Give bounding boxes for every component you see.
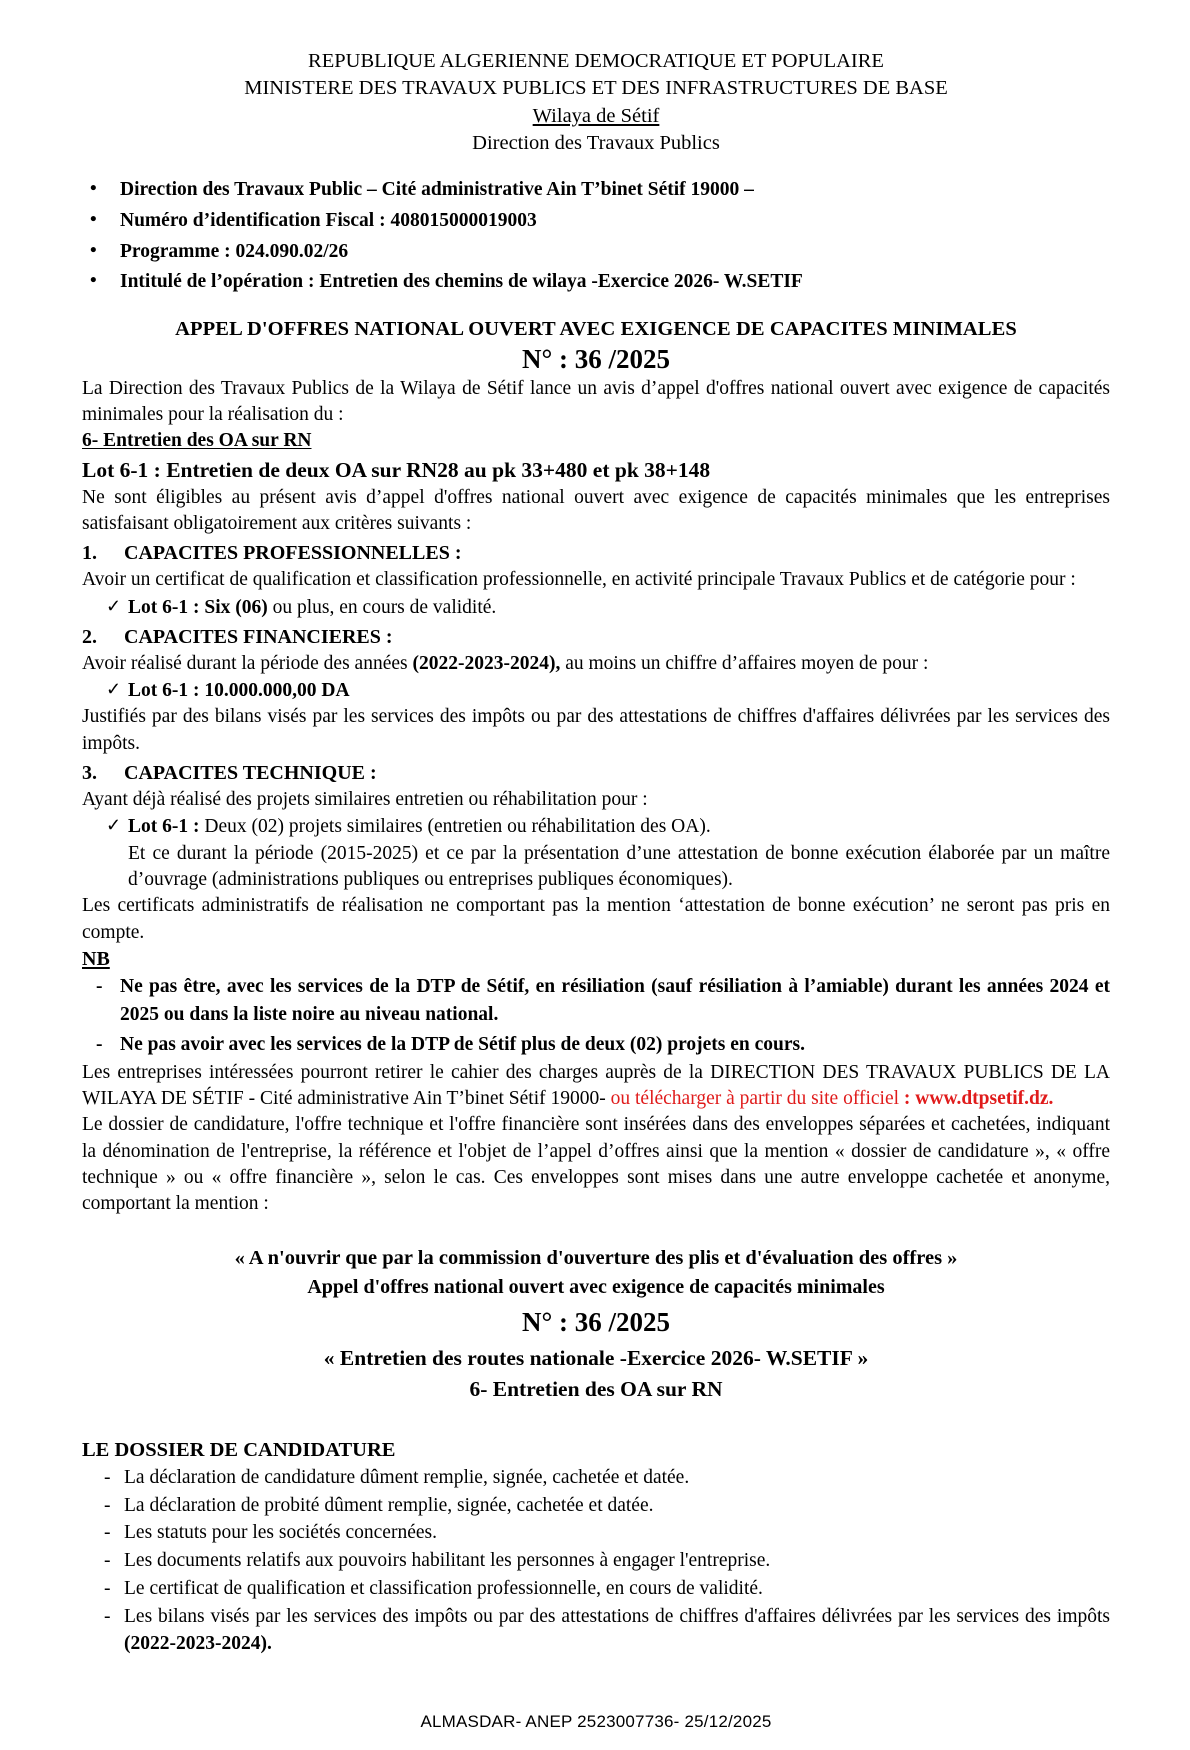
technical-certificates-note: Les certificats administratifs de réalisation ne comportant pas la mention ‘attestation de bonne exécution’ ne seront pas pris en compte. bbox=[82, 895, 1110, 943]
list-item: - Les documents relatifs aux pouvoirs habilitant les personnes à engager l'entreprise. bbox=[82, 1547, 1110, 1575]
nb-list bbox=[82, 973, 1110, 1060]
list-item: - La déclaration de probité dûment remplie, signée, cachetée et datée. bbox=[82, 1492, 1110, 1520]
financial-text-before: Avoir réalisé durant la période des années bbox=[82, 652, 413, 674]
list-item bbox=[82, 594, 1110, 621]
capacity-number: 3. bbox=[82, 762, 97, 785]
capacity-label: CAPACITES PROFESSIONNELLES : bbox=[124, 542, 462, 565]
header-line-direction: Direction des Travaux Publics bbox=[472, 131, 720, 154]
lot-detail: ou plus, en cours de validité. bbox=[267, 596, 497, 618]
capacity-professional-text: Avoir un certificat de qualification et classification professionnelle, en activité principale Travaux Publics et de catégorie pour : bbox=[82, 569, 1076, 591]
document-header bbox=[82, 48, 1110, 157]
dossier-list bbox=[82, 1464, 1110, 1658]
withdrawal-text: Les entreprises intéressées pourront retirer le cahier des charges auprès de la DIRECTION DES TRAVAUX PUBLICS DE LA WILAYA DE SÉTIF - Cité administrative Ain T’binet Sétif 19000- bbox=[82, 1061, 1110, 1110]
list-item: - La déclaration de candidature dûment remplie, signée, cachetée et datée. bbox=[82, 1464, 1110, 1492]
lot-detail: Deux (02) projets similaires (entretien ou réhabilitation des OA). bbox=[199, 816, 711, 838]
identity-bullet-list bbox=[82, 175, 1110, 298]
header-line-ministry: MINISTERE DES TRAVAUX PUBLICS ET DES INFRASTRUCTURES DE BASE bbox=[244, 77, 948, 100]
capacity-number: 2. bbox=[82, 625, 97, 648]
list-item bbox=[82, 813, 1110, 840]
capacity-professional-items bbox=[82, 594, 1110, 621]
financial-justification: Justifiés par des bilans visés par les services des impôts ou par des attestations de chiffres d'affaires délivrées par les services des impôts. bbox=[82, 706, 1110, 754]
nb-label: NB bbox=[82, 947, 110, 970]
mention-line-number: N° : 36 /2025 bbox=[521, 1307, 671, 1338]
envelopes-paragraph: Le dossier de candidature, l'offre technique et l'offre financière sont insérées dans des enveloppes séparées et cachetées, indiquant la dénomination de l'entreprise, la référence et l'objet de l’appel d’offres ainsi que la mention « dossier de candidature », « offre technique » ou « offre financière », selon le cas. Ces enveloppes sont mises dans une autre enveloppe cachetée et anonyme, comportant la mention : bbox=[82, 1114, 1110, 1215]
capacity-heading-technical bbox=[82, 759, 1110, 787]
download-notice: ou télécharger à partir du site officiel bbox=[610, 1088, 904, 1110]
envelope-mention-block bbox=[82, 1244, 1110, 1406]
list-item: • Numéro d’identification Fiscal : 408015000019003 bbox=[82, 206, 1110, 237]
list-item bbox=[82, 677, 1110, 704]
list-item: - Ne pas être, avec les services de la DTP de Sétif, en résiliation (sauf résiliation à l’amiable) durant les années 2024 et 2025 ou dans la liste noire au niveau national. bbox=[82, 973, 1110, 1030]
document-footer: ALMASDAR- ANEP 2523007736- 25/12/2025 bbox=[420, 1711, 772, 1731]
withdrawal-paragraph bbox=[82, 1060, 1110, 1113]
capacity-label: CAPACITES TECHNIQUE : bbox=[124, 762, 377, 785]
lot-label: Lot 6-1 : bbox=[128, 816, 200, 838]
lot-label: Lot 6-1 : 10.000.000,00 DA bbox=[128, 680, 350, 702]
lot-heading: Lot 6-1 : Entretien de deux OA sur RN28 au pk 33+480 et pk 38+148 bbox=[82, 457, 711, 482]
mention-line-commission: « A n'ouvrir que par la commission d'ouverture des plis et d'évaluation des offres » bbox=[234, 1246, 958, 1269]
list-item: - Le certificat de qualification et classification professionnelle, en cours de validité. bbox=[82, 1575, 1110, 1603]
mention-line-object: « Entretien des routes nationale -Exercice 2026- W.SETIF » bbox=[323, 1345, 869, 1370]
page-title: APPEL D'OFFRES NATIONAL OUVERT AVEC EXIGENCE DE CAPACITES MINIMALES bbox=[175, 318, 1017, 341]
capacity-technical-items bbox=[82, 813, 1110, 840]
capacity-heading-professional bbox=[82, 539, 1110, 567]
document-content bbox=[82, 48, 1110, 1658]
list-item bbox=[82, 1603, 1110, 1658]
header-line-republic: REPUBLIQUE ALGERIENNE DEMOCRATIQUE ET POPULAIRE bbox=[308, 50, 884, 72]
dossier-last-years: (2022-2023-2024). bbox=[124, 1633, 272, 1655]
section-heading-oa: 6- Entretien des OA sur RN bbox=[82, 430, 312, 452]
capacity-heading-financial bbox=[82, 623, 1110, 651]
header-line-wilaya: Wilaya de Sétif bbox=[532, 104, 660, 127]
dossier-title: LE DOSSIER DE CANDIDATURE bbox=[82, 1439, 396, 1462]
capacity-label: CAPACITES FINANCIERES : bbox=[124, 625, 393, 648]
tender-number: N° : 36 /2025 bbox=[521, 344, 671, 375]
lot-label: Lot 6-1 : Six (06) bbox=[128, 596, 268, 618]
list-item: - Ne pas avoir avec les services de la DTP de Sétif plus de deux (02) projets en cours. bbox=[82, 1031, 1110, 1059]
list-item: • Direction des Travaux Public – Cité administrative Ain T’binet Sétif 19000 – bbox=[82, 175, 1110, 206]
capacity-financial-text bbox=[82, 651, 1110, 677]
list-item: • Intitulé de l’opération : Entretien des chemins de wilaya -Exercice 2026- W.SETIF bbox=[82, 267, 1110, 298]
financial-text-after: au moins un chiffre d’affaires moyen de pour : bbox=[560, 652, 929, 674]
mention-line-section: 6- Entretien des OA sur RN bbox=[469, 1376, 723, 1401]
capacity-financial-items bbox=[82, 677, 1110, 704]
official-website-link[interactable]: : www.dtpsetif.dz bbox=[903, 1088, 1049, 1110]
dossier-last-text: Les bilans visés par les services des impôts ou par des attestations de chiffres d'affaires délivrées par les services des impôts bbox=[124, 1605, 1110, 1627]
website-period: . bbox=[1048, 1088, 1054, 1110]
technical-period-note: Et ce durant la période (2015-2025) et ce par la présentation d’une attestation de bonne exécution élaborée par un maître d’ouvrage (administrations publiques ou entreprises publiques économiques). bbox=[128, 842, 1110, 890]
list-item: • Programme : 024.090.02/26 bbox=[82, 237, 1110, 268]
financial-years: (2022-2023-2024), bbox=[412, 652, 561, 674]
capacity-number: 1. bbox=[82, 542, 97, 565]
list-item: - Les statuts pour les sociétés concernées. bbox=[82, 1519, 1110, 1547]
capacity-technical-text: Ayant déjà réalisé des projets similaires entretien ou réhabilitation pour : bbox=[82, 789, 648, 811]
mention-line-appel: Appel d'offres national ouvert avec exigence de capacités minimales bbox=[307, 1276, 885, 1299]
eligibility-paragraph: Ne sont éligibles au présent avis d’appel d'offres national ouvert avec exigence de capacités minimales que les entreprises satisfaisant obligatoirement aux critères suivants : bbox=[82, 486, 1110, 534]
tender-intro-paragraph: La Direction des Travaux Publics de la Wilaya de Sétif lance un avis d’appel d'offres national ouvert avec exigence de capacités minimales pour la réalisation du : bbox=[82, 377, 1110, 425]
